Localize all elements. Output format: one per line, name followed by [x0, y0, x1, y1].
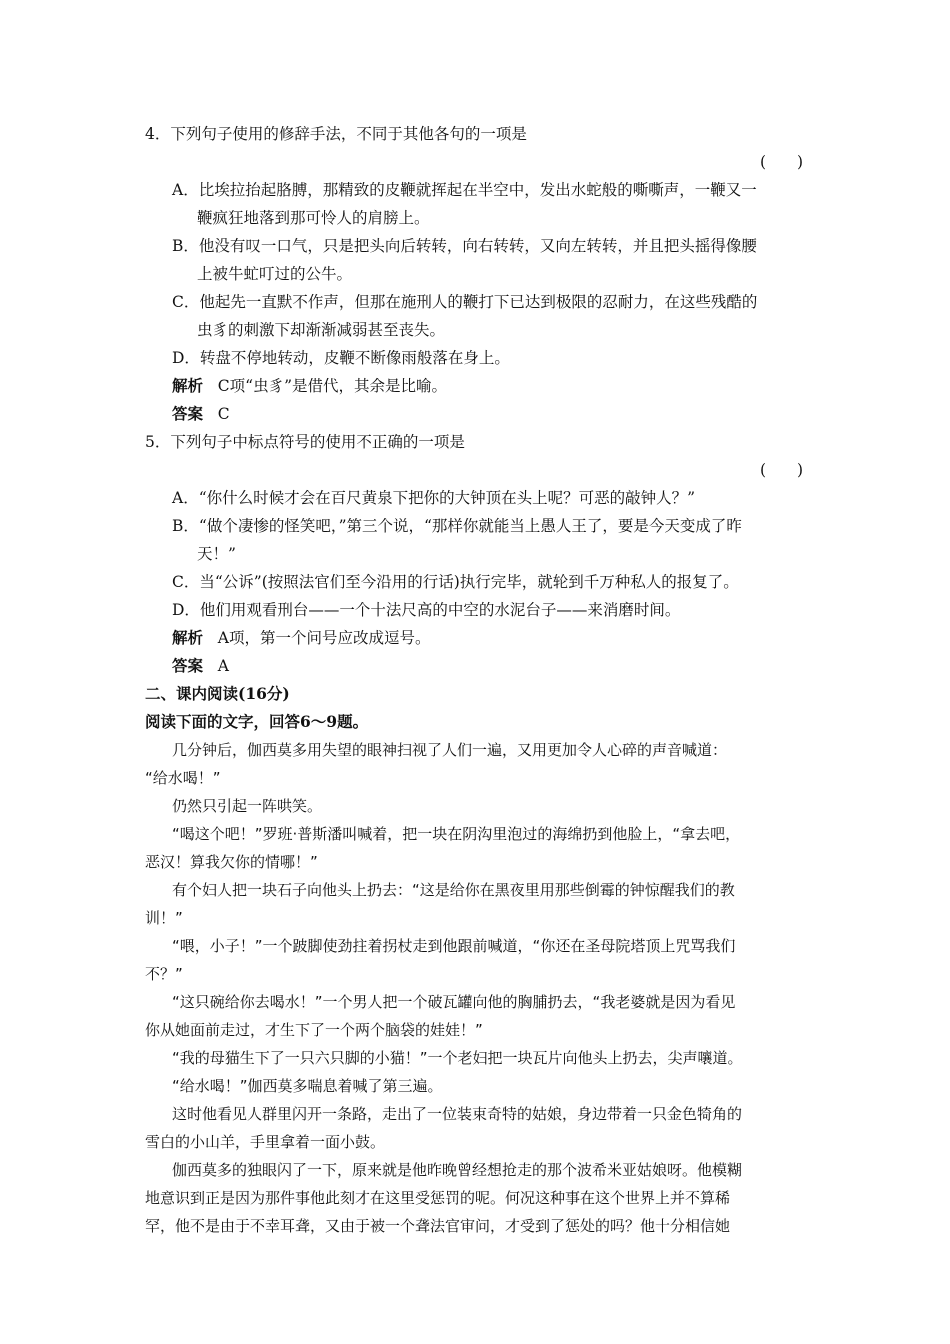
passage-line: 有个妇人把一块石子向他头上扔去：“这是给你在黑夜里用那些倒霉的钟惊醒我们的教 [172, 881, 735, 899]
q5-option-a: A．“你什么时候才会在百尺黄泉下把你的大钟顶在头上呢？可恶的敲钟人？” [172, 489, 696, 507]
q4-stem: 4．下列句子使用的修辞手法，不同于其他各句的一项是 [145, 125, 527, 143]
passage-line: 雪白的小山羊，手里拿着一面小鼓。 [145, 1133, 386, 1151]
q4-option-a-line2: 鞭疯狂地落到那可怜人的肩膀上。 [197, 209, 430, 227]
q4-option-c-line1: C．他起先一直默不作声，但那在施刑人的鞭打下已达到极限的忍耐力，在这些残酷的 [172, 293, 758, 311]
q5-answer [172, 656, 229, 676]
answer-label: 答案 [172, 404, 204, 423]
q4-answer-paren: ( ) [760, 153, 804, 171]
passage-line: 恶汉！算我欠你的情哪！” [145, 853, 318, 871]
answer-label: 答案 [172, 656, 204, 675]
analysis-label: 解析 [172, 628, 204, 647]
q5-option-b-line2: 天！” [197, 545, 236, 563]
passage-line: 伽西莫多的独眼闪了一下，原来就是他昨晚曾经想抢走的那个波希米亚姑娘呀。他模糊 [172, 1161, 743, 1179]
passage-line: 不？” [145, 965, 183, 983]
q5-stem: 5．下列句子中标点符号的使用不正确的一项是 [145, 433, 465, 451]
q4-option-d: D．转盘不停地转动，皮鞭不断像雨般落在身上。 [172, 349, 510, 367]
analysis-text: C项“虫豸”是借代，其余是比喻。 [217, 377, 448, 395]
passage-line: “给水喝！” [145, 769, 221, 787]
answer-text: A [217, 657, 229, 675]
q5-option-c: C．当“公诉”(按照法官们至今沿用的行话)执行完毕，就轮到千万种私人的报复了。 [172, 573, 739, 591]
passage-line: 罕，他不是由于不幸耳聋，又由于被一个聋法官审问，才受到了惩处的吗？他十分相信她 [145, 1217, 731, 1235]
q4-option-a-line1: A．比埃拉抬起胳膊，那精致的皮鞭就挥起在半空中，发出水蛇般的嘶嘶声，一鞭又一 [172, 181, 757, 199]
q5-option-b-line1: B．“做个凄惨的怪笑吧，”第三个说，“那样你就能当上愚人王了，要是今天变成了昨 [172, 517, 742, 535]
passage-line: 仍然只引起一阵哄笑。 [172, 797, 323, 815]
section-instruction: 阅读下面的文字，回答6～9题。 [145, 712, 369, 731]
section-title: 二、课内阅读(16分) [145, 684, 290, 703]
passage-line: 你从她面前走过，才生下了一个两个脑袋的娃娃！” [145, 1021, 483, 1039]
answer-text: C [217, 405, 230, 423]
q5-answer-paren: ( ) [760, 461, 804, 479]
q4-answer [172, 404, 230, 424]
passage-line: 地意识到正是因为那件事他此刻才在这里受惩罚的呢。何况这种事在这个世界上并不算稀 [145, 1189, 731, 1207]
passage-line: “给水喝！”伽西莫多喘息着喊了第三遍。 [172, 1077, 443, 1095]
passage-line: 几分钟后，伽西莫多用失望的眼神扫视了人们一遍，又用更加令人心碎的声音喊道： [172, 741, 728, 759]
q4-option-c-line2: 虫豸的刺激下却渐渐减弱甚至丧失。 [197, 321, 446, 339]
q4-analysis [172, 376, 447, 396]
q4-option-b-line1: B．他没有叹一口气，只是把头向后转转，向右转转，又向左转转，并且把头摇得像腰 [172, 237, 757, 255]
passage-line: “喂，小子！”一个跛脚使劲拄着拐杖走到他跟前喊道，“你还在圣母院塔顶上咒骂我们 [172, 937, 736, 955]
q5-analysis [172, 628, 431, 648]
passage-line: 训！” [145, 909, 183, 927]
passage-line: 这时他看见人群里闪开一条路，走出了一位装束奇特的姑娘，身边带着一只金色犄角的 [172, 1105, 743, 1123]
passage-line: “喝这个吧！”罗班·普斯潘叫喊着，把一块在阴沟里泡过的海绵扔到他脸上，“拿去吧， [172, 825, 741, 843]
q4-option-b-line2: 上被牛虻叮过的公牛。 [197, 265, 353, 283]
analysis-text: A项，第一个问号应改成逗号。 [217, 629, 431, 647]
passage-line: “这只碗给你去喝水！”一个男人把一个破瓦罐向他的胸脯扔去，“我老婆就是因为看见 [172, 993, 736, 1011]
analysis-label: 解析 [172, 376, 204, 395]
passage-line: “我的母猫生下了一只六只脚的小猫！”一个老妇把一块瓦片向他头上扔去，尖声嚷道。 [172, 1049, 743, 1067]
q5-option-d: D．他们用观看刑台——一个十法尺高的中空的水泥台子——来消磨时间。 [172, 601, 681, 619]
